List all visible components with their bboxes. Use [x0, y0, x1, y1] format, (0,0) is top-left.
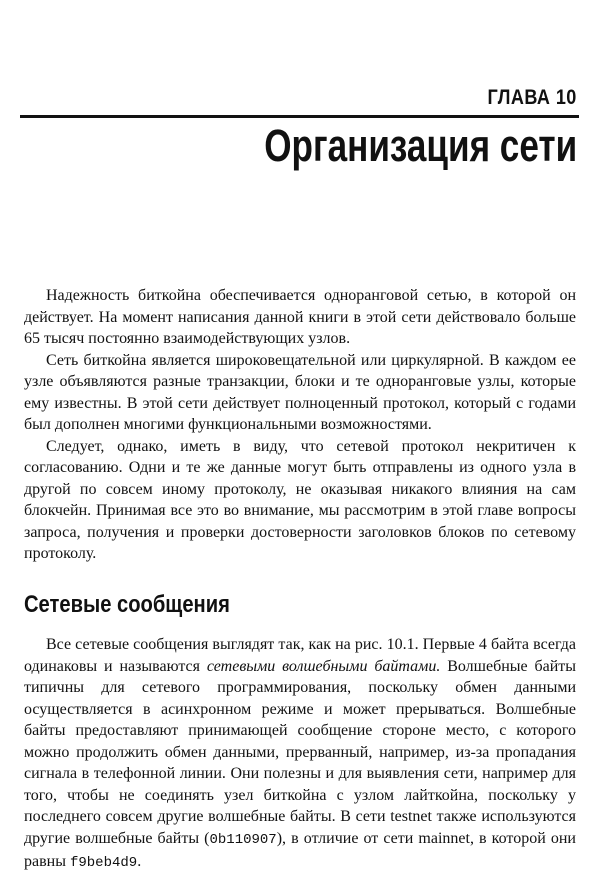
intro-paragraph-3: Следует, однако, иметь в виду, что сетевой протокол некритичен к согласованию. Одни и те же данные могут быть отправлены из одного узла в другой по совсем иному протоколу, не оказывая никакого влияния на сам блокчейн. Принимая все это во внимание, мы рассмотрим в этой главе вопросы запроса, получения и проверки достоверности заголовков блоков по сетевому протоколу.: [24, 437, 576, 562]
section-text-run-4: .: [137, 853, 142, 870]
chapter-label: ГЛАВА 10: [487, 86, 577, 109]
intro-text: [24, 285, 576, 565]
mainnet-magic-code: f9beb4d9: [69, 855, 138, 871]
intro-paragraph-2: Сеть биткойна является широковещательной или циркулярной. В каждом ее узле объявляются разные транзакции, блоки и те одноранговые узлы, которые ему известны. В этой сети действует полноценный протокол, который с годами был дополнен многими функциональными возможностями.: [24, 351, 576, 433]
section-text-run-3: ), в отличие от сети mainnet, в которой они равны: [24, 829, 576, 870]
section-text-run-2: Волшебные байты типичны для сетевого программирования, поскольку обмен данными осуществляется в асинхронном режиме и может прерываться. Волшебные байты предоставляют принимающей сообщение стороне место, с которого можно продолжить обмен данными, прерванный, например, из-за пропадания сигнала в телефонной линии. Они полезны и для выявления сети, например для того, чтобы не соединять узел биткойна с узлом лайткойна, поскольку у последнего совсем другие волшебные байты. В сети testnet также используются другие волшебные байты (: [24, 657, 577, 847]
intro-paragraph-1: Надежность биткойна обеспечивается одноранговой сетью, в которой он действует. На момент написания данной книги в этой сети действовало больше 65 тысяч постоянно взаимодействующих узлов.: [24, 287, 576, 347]
testnet-magic-code: 0b110907: [209, 831, 277, 848]
section-paragraph-1: [24, 634, 576, 875]
section-term-magic-bytes: сетевыми волшебными байтами.: [206, 657, 441, 675]
chapter-title: Организация сети: [264, 120, 577, 171]
section-text-run-1: Все сетевые сообщения выглядят так, как на рис. 10.1. Первые 4 байта всегда одинаковы и называются: [24, 636, 576, 675]
section-heading: Сетевые сообщения: [24, 591, 230, 618]
section-text: [24, 634, 576, 875]
